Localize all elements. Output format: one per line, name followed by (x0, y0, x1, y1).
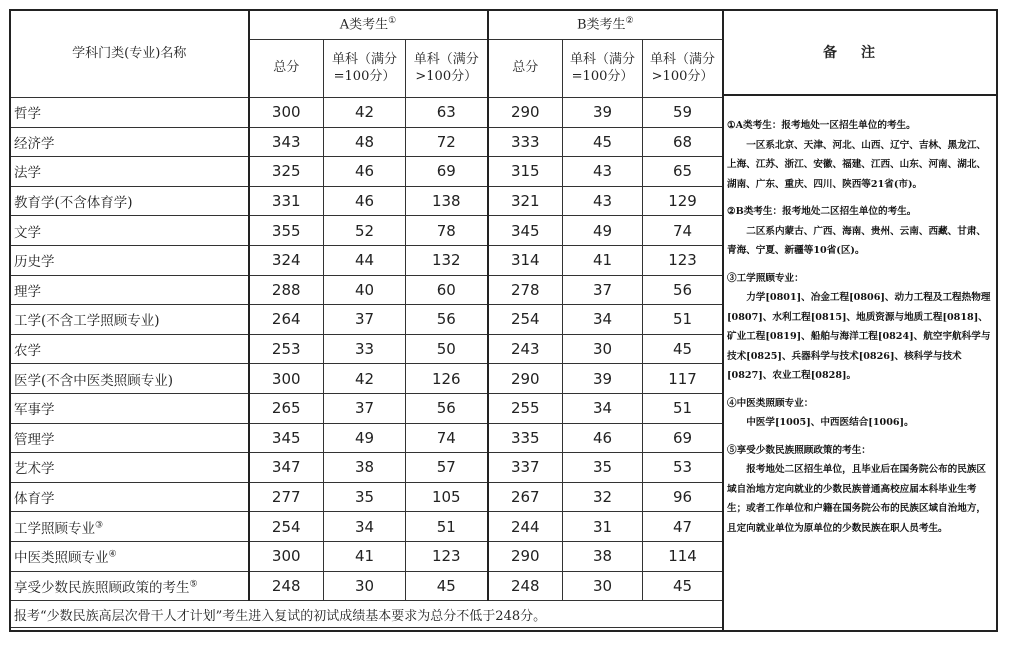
a-single-100-cell: 34 (324, 512, 406, 542)
b-total-cell: 290 (488, 98, 563, 128)
b-single-over100-cell: 65 (643, 157, 723, 187)
table-row (11, 393, 723, 423)
b-total-header: 总分 (488, 40, 563, 98)
a-single-over100-cell: 123 (406, 541, 488, 571)
subject-name: 工学照顾专业③ (11, 512, 249, 542)
a-single-100-cell: 44 (324, 245, 406, 275)
b-single-over100-cell: 123 (643, 245, 723, 275)
b-single-100-cell: 49 (563, 216, 643, 246)
table-row (11, 157, 723, 187)
b-single-over100-cell: 53 (643, 453, 723, 483)
note-title: ⑤享受少数民族照顾政策的考生： (727, 444, 871, 456)
a-single-100-cell: 33 (324, 334, 406, 364)
notes-panel (722, 10, 998, 632)
b-total-cell: 290 (488, 541, 563, 571)
b-total-cell: 335 (488, 423, 563, 453)
note-body: 报考地处二区招生单位，且毕业后在国务院公布的民族区域自治地方定向就业的少数民族普通高校应届本科毕业生考生；或者工作单位和户籍在国务院公布的民族区域自治地方，且定向就业单位为原单位的少数民族在职人员考生。 (727, 464, 987, 534)
note-item (727, 116, 994, 194)
b-single-over100-cell: 51 (643, 393, 723, 423)
b-single-over100-cell: 56 (643, 275, 723, 305)
note-body: 二区系内蒙古、广西、海南、贵州、云南、西藏、甘肃、青海、宁夏、新疆等10省(区)。 (727, 225, 987, 256)
b-single-over100-cell: 117 (643, 364, 723, 394)
b-single-100-cell: 31 (563, 512, 643, 542)
note-item (727, 441, 994, 539)
a-single-over100-cell: 57 (406, 453, 488, 483)
b-single-over100-cell: 45 (643, 334, 723, 364)
subject-name: 管理学 (11, 423, 249, 453)
subject-name: 历史学 (11, 245, 249, 275)
table-row (11, 571, 723, 601)
a-total-cell: 300 (249, 98, 324, 128)
a-single-over100-cell: 105 (406, 482, 488, 512)
b-single-100-cell: 34 (563, 305, 643, 335)
b-total-cell: 255 (488, 393, 563, 423)
a-total-cell: 277 (249, 482, 324, 512)
a-single-100-cell: 49 (324, 423, 406, 453)
a-total-cell: 325 (249, 157, 324, 187)
a-single-over100-cell: 72 (406, 127, 488, 157)
a-total-cell: 265 (249, 393, 324, 423)
a-total-header: 总分 (249, 40, 324, 98)
b-single-100-cell: 43 (563, 157, 643, 187)
b-single-100-cell: 41 (563, 245, 643, 275)
note-item (727, 394, 994, 433)
b-total-cell: 337 (488, 453, 563, 483)
a-single-100-cell: 37 (324, 305, 406, 335)
b-single-over100-cell: 129 (643, 186, 723, 216)
b-total-cell: 254 (488, 305, 563, 335)
a-single-over100-cell: 50 (406, 334, 488, 364)
a-single-over100-header: 单科（满分>100分） (406, 40, 488, 98)
b-single-over100-cell: 114 (643, 541, 723, 571)
a-total-cell: 288 (249, 275, 324, 305)
b-single-over100-cell: 45 (643, 571, 723, 601)
a-total-cell: 324 (249, 245, 324, 275)
a-total-cell: 254 (249, 512, 324, 542)
subject-name: 医学(不含中医类照顾专业) (11, 364, 249, 394)
a-single-over100-cell: 45 (406, 571, 488, 601)
a-total-cell: 347 (249, 453, 324, 483)
score-table (10, 10, 723, 628)
b-single-100-cell: 43 (563, 186, 643, 216)
a-single-100-cell: 41 (324, 541, 406, 571)
group-b-header: B类考生② (488, 11, 723, 40)
b-total-cell: 314 (488, 245, 563, 275)
b-single-100-cell: 46 (563, 423, 643, 453)
b-single-100-cell: 39 (563, 364, 643, 394)
a-total-cell: 343 (249, 127, 324, 157)
subject-name: 体育学 (11, 482, 249, 512)
a-single-over100-cell: 56 (406, 305, 488, 335)
a-single-100-cell: 46 (324, 186, 406, 216)
table-row (11, 512, 723, 542)
a-single-100-cell: 52 (324, 216, 406, 246)
a-single-over100-cell: 51 (406, 512, 488, 542)
subject-name: 文学 (11, 216, 249, 246)
b-single-100-cell: 38 (563, 541, 643, 571)
a-single-100-cell: 42 (324, 364, 406, 394)
note-title: ②B类考生：报考地处二区招生单位的考生。 (727, 206, 917, 217)
subject-name: 教育学(不含体育学) (11, 186, 249, 216)
note-item (727, 202, 994, 261)
subject-name: 艺术学 (11, 453, 249, 483)
footer-note: 报考“少数民族高层次骨干人才计划”考生进入复试的初试成绩基本要求为总分不低于248分。 (11, 601, 723, 628)
note-body: 力学[0801]、冶金工程[0806]、动力工程及工程热物理[0807]、水利工程[0815]、地质资源与地质工程[0818]、矿业工程[0819]、船舶与海洋工程[0824]、航空宇航科学与技术[0825]、兵器科学与技术[0826]、核科学与技术[0827]、农业工程[0828]。 (727, 292, 991, 381)
a-total-cell: 355 (249, 216, 324, 246)
b-single-100-cell: 37 (563, 275, 643, 305)
a-total-cell: 300 (249, 364, 324, 394)
note-body: 一区系北京、天津、河北、山西、辽宁、吉林、黑龙江、上海、江苏、浙江、安徽、福建、江西、山东、河南、湖北、湖南、广东、重庆、四川、陕西等21省(市)。 (727, 139, 987, 190)
b-total-cell: 315 (488, 157, 563, 187)
b-single-over100-cell: 59 (643, 98, 723, 128)
b-total-cell: 345 (488, 216, 563, 246)
a-single-100-cell: 38 (324, 453, 406, 483)
b-total-cell: 244 (488, 512, 563, 542)
a-single-over100-cell: 132 (406, 245, 488, 275)
notes-title: 备注 (724, 10, 998, 96)
a-single-over100-cell: 63 (406, 98, 488, 128)
a-single-over100-cell: 78 (406, 216, 488, 246)
subject-column-header: 学科门类(专业)名称 (11, 11, 249, 98)
a-single-100-cell: 48 (324, 127, 406, 157)
a-total-cell: 248 (249, 571, 324, 601)
b-single-100-header: 单科（满分=100分） (563, 40, 643, 98)
footnote-mark: ③ (95, 520, 104, 531)
a-single-100-header: 单科（满分=100分） (324, 40, 406, 98)
b-total-cell: 333 (488, 127, 563, 157)
subject-name: 农学 (11, 334, 249, 364)
a-total-cell: 264 (249, 305, 324, 335)
a-single-100-cell: 42 (324, 98, 406, 128)
a-total-cell: 300 (249, 541, 324, 571)
b-single-over100-cell: 96 (643, 482, 723, 512)
note-body: 中医学[1005]、中西医结合[1006]。 (746, 417, 914, 428)
table-row (11, 245, 723, 275)
a-total-cell: 345 (249, 423, 324, 453)
b-total-cell: 248 (488, 571, 563, 601)
table-row (11, 275, 723, 305)
table-row (11, 453, 723, 483)
a-single-over100-cell: 138 (406, 186, 488, 216)
note-title: ④中医类照顾专业： (727, 397, 814, 409)
table-row (11, 423, 723, 453)
a-total-cell: 331 (249, 186, 324, 216)
table-row (11, 186, 723, 216)
a-single-100-cell: 40 (324, 275, 406, 305)
b-single-over100-cell: 47 (643, 512, 723, 542)
a-single-over100-cell: 74 (406, 423, 488, 453)
group-a-header: A类考生① (249, 11, 488, 40)
a-single-over100-cell: 69 (406, 157, 488, 187)
subject-name: 享受少数民族照顾政策的考生⑤ (11, 571, 249, 601)
table-row (11, 305, 723, 335)
a-single-100-cell: 37 (324, 393, 406, 423)
b-single-100-cell: 30 (563, 571, 643, 601)
a-single-over100-cell: 60 (406, 275, 488, 305)
note-item (727, 269, 994, 386)
subject-name: 军事学 (11, 393, 249, 423)
b-single-over100-cell: 69 (643, 423, 723, 453)
table-row (11, 482, 723, 512)
a-single-100-cell: 30 (324, 571, 406, 601)
table-row (11, 216, 723, 246)
subject-name: 法学 (11, 157, 249, 187)
subject-name: 中医类照顾专业④ (11, 541, 249, 571)
table-row (11, 98, 723, 128)
table-row (11, 334, 723, 364)
subject-name: 工学(不含工学照顾专业) (11, 305, 249, 335)
b-single-over100-cell: 68 (643, 127, 723, 157)
b-single-100-cell: 30 (563, 334, 643, 364)
b-total-cell: 321 (488, 186, 563, 216)
b-single-over100-header: 单科（满分>100分） (643, 40, 723, 98)
subject-name: 经济学 (11, 127, 249, 157)
note-title: ③工学照顾专业： (727, 272, 804, 284)
table-row (11, 127, 723, 157)
table-row (11, 541, 723, 571)
table-row (11, 364, 723, 394)
b-single-100-cell: 35 (563, 453, 643, 483)
b-single-over100-cell: 51 (643, 305, 723, 335)
b-total-cell: 278 (488, 275, 563, 305)
subject-name: 理学 (11, 275, 249, 305)
a-total-cell: 253 (249, 334, 324, 364)
notes-body (724, 96, 998, 538)
a-single-100-cell: 46 (324, 157, 406, 187)
b-single-100-cell: 32 (563, 482, 643, 512)
b-single-100-cell: 39 (563, 98, 643, 128)
a-single-over100-cell: 126 (406, 364, 488, 394)
subject-name: 哲学 (11, 98, 249, 128)
b-single-100-cell: 45 (563, 127, 643, 157)
note-title: ①A类考生：报考地处一区招生单位的考生。 (727, 120, 916, 131)
b-total-cell: 290 (488, 364, 563, 394)
b-single-over100-cell: 74 (643, 216, 723, 246)
b-single-100-cell: 34 (563, 393, 643, 423)
footnote-mark: ④ (108, 549, 117, 560)
a-single-100-cell: 35 (324, 482, 406, 512)
b-total-cell: 267 (488, 482, 563, 512)
footnote-mark: ⑤ (189, 579, 198, 590)
a-single-over100-cell: 56 (406, 393, 488, 423)
b-total-cell: 243 (488, 334, 563, 364)
